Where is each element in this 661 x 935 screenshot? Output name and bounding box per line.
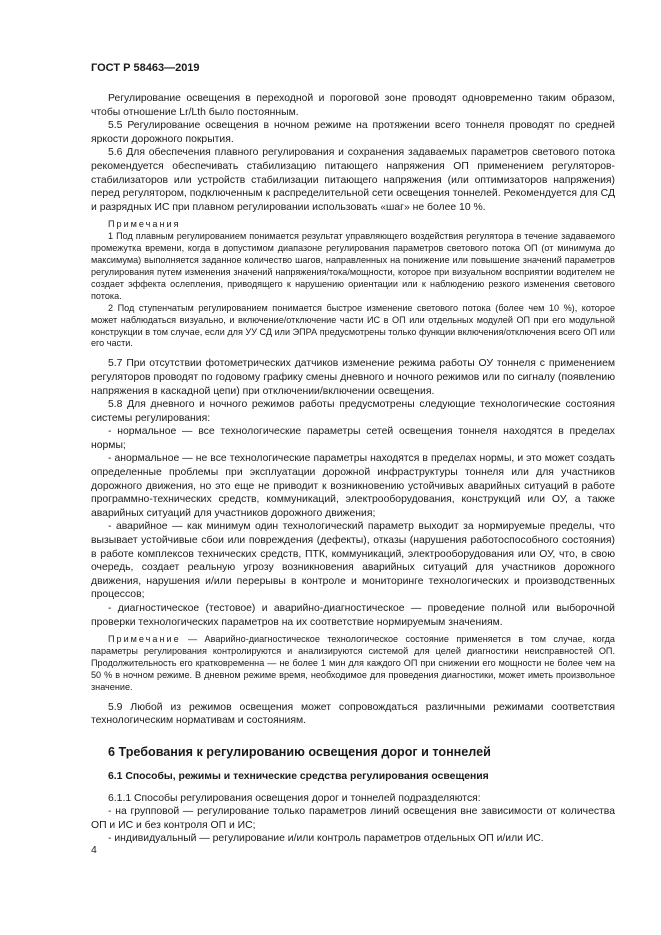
state-normal: - нормальное — все технологические параметры сетей освещения тоннеля находятся в пределах нормы;	[91, 426, 615, 451]
note-1: 1 Под плавным регулированием понимается результат управляющего воздействия регулятора в течение задаваемого промежутка времени, когда в допустимом диапазоне регулирования параметров светового потока ОП (от минимума до максимума) выполняется заданное количество шагов, направленных на понижение или повышение значений параметров регулирования путем изменения значений напряжения/тока/мощности, которое при визуальном восприятии водителем не создает эффекта ослепления, приводящего к нарушению ориентации или к наблюдению резкого изменения светового потока.	[91, 231, 615, 301]
state-diagnostic: - диагностическое (тестовое) и аварийно-диагностическое — проведение полной или выборочной проверки технологических параметров на их соответствие нормируемым значениям.	[91, 603, 615, 628]
paragraph-5-6: 5.6 Для обеспечения плавного регулирования и сохранения задаваемых параметров светового потока рекомендуется обеспечивать стабилизацию питающего напряжения ОП применением регуляторов-стабилизаторов или устройств стабилизации питающего напряжения (или оптимизаторов напряжения) перед регулятором, подключенным к распределительной сети освещения тоннелей. Рекомендуется для СД и разрядных ИС при плавном регулировании использовать «шаг» не более 10 %.	[91, 147, 615, 213]
page-body	[91, 92, 615, 846]
notes-title: Примечания	[108, 219, 181, 230]
item-individual: - индивидуальный — регулирование и/или контроль параметров отдельных ОП и/или ИС.	[108, 833, 544, 845]
note-2: 2 Под ступенчатым регулированием понимается быстрое изменение светового потока (более чем 10 %), которое может наблюдаться визуально, и включение/отключение части ИС в ОП или отдельных модулей ОП при его модульной конструкции в том случае, если для УУ СД или ЭПРА предусмотрены только функции включения/отключения всего ОП или его части.	[91, 302, 615, 349]
note-label: Примечание	[108, 634, 181, 645]
item-group: - на групповой — регулирование только параметров линий освещения вне зависимости от количества ОП и ИС и без контроля ОП и ИС;	[91, 806, 615, 831]
state-emergency: - аварийное — как минимум один технологический параметр выходит за нормируемые пределы, что вызывает устойчивые сбои или повреждения (дефекты), отказы (нарушения работоспособного состояния) в работе комплексов технических средств, ПТК, коммуникаций, электрооборудования или ОУ, что, в свою очередь, создает реальную угрозу возникновения аварийных ситуаций для участников дорожного движения, нарушения и/или перерывы в контроле и мониторинге технологических и производственных процессов;	[91, 521, 615, 601]
state-abnormal: - анормальное — не все технологические параметры находятся в пределах нормы, и это может создать определенные проблемы при эксплуатации дорожной инфраструктуры тоннеля или для участников дорожного движения, но это еще не приводит к возникновению устойчивых аварийных ситуаций в работе программно-технических средств, коммуникаций, электрооборудования, конструкций или ОУ, а также аварийных ситуаций для участников дорожного движения;	[91, 453, 615, 519]
page-number: 4	[91, 845, 97, 856]
note-diagnostic-text: — Аварийно-диагностическое технологическое состояние применяется в том случае, когда параметры регулирования контролируются и анализируются системой для целей диагностики неисправностей ОП. Продолжительность его кратковременна — не более 1 мин для каждого ОП при снижении его мощности не более чем на 50 % в ночном режиме. В дневном режиме время, необходимое для проведения диагностики, может иметь произвольное значение.	[91, 634, 615, 692]
section-6-1-heading: 6.1 Способы, режимы и технические средства регулирования освещения	[108, 770, 489, 782]
paragraph-5-7: 5.7 При отсутствии фотометрических датчиков изменение режима работы ОУ тоннеля с применением регуляторов проводят по годовому графику смены дневного и ночного режимов или по сигналу (появлению напряжения в каскадной цепи) при отключении/включении освещения.	[91, 358, 615, 397]
paragraph-6-1-1: 6.1.1 Способы регулирования освещения дорог и тоннелей подразделяются:	[108, 792, 481, 804]
paragraph-intro: Регулирование освещения в переходной и пороговой зоне проводят одновременно таким образом, чтобы отношение Lr/Lth было постоянным.	[91, 93, 615, 118]
paragraph-5-5: 5.5 Регулирование освещения в ночном режиме на протяжении всего тоннеля проводят по средней яркости дорожного покрытия.	[91, 120, 615, 145]
standard-header: ГОСТ Р 58463—2019	[91, 62, 200, 74]
paragraph-5-8: 5.8 Для дневного и ночного режимов работы предусмотрены следующие технологические состояния системы регулирования:	[91, 399, 615, 424]
note-diagnostic	[91, 634, 615, 694]
paragraph-5-9: 5.9 Любой из режимов освещения может сопровождаться различными режимами соответствия технологическим нормативам и состояниям.	[91, 701, 615, 727]
section-6-heading: 6 Требования к регулированию освещения дорог и тоннелей	[108, 744, 491, 759]
